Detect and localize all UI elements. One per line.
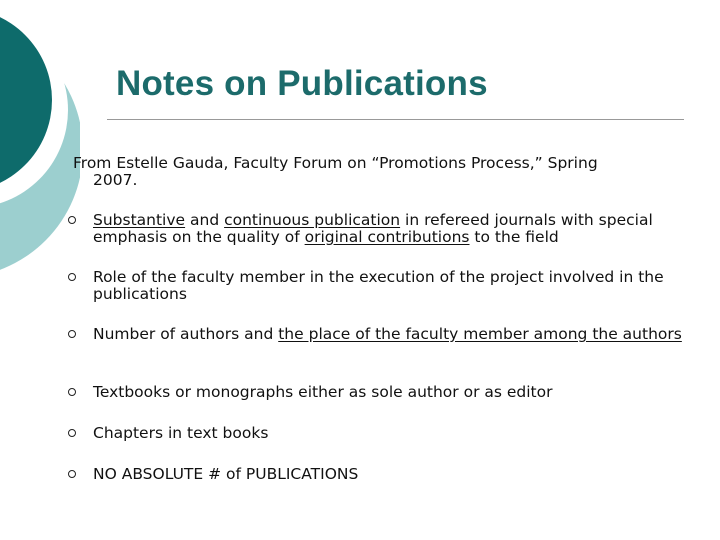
circle-bullet-icon [68,330,76,338]
source-note-line-2: 2007. [93,171,138,189]
underlined-text: continuous publication [224,211,401,229]
underlined-text: the place of the faculty member among the authors [278,325,682,343]
underlined-text: Substantive [93,211,186,229]
source-note [73,155,703,189]
text-segment: Number of authors and [93,325,279,343]
list-item-text: Textbooks or monographs either as sole author or as editor [93,383,553,401]
circle-bullet-icon [68,273,76,281]
list-item [93,384,703,401]
source-note-line-1: From Estelle Gauda, Faculty Forum on “Promotions Process,” Spring [73,154,598,172]
list-item-text [93,211,653,246]
list-item [93,425,703,442]
decorative-circles [0,0,80,300]
title-divider [107,119,684,120]
text-segment: and [185,211,225,229]
text-segment: to the field [469,228,559,246]
circle-bullet-icon [68,216,76,224]
list-item [93,212,703,246]
circle-bullet-icon [68,429,76,437]
text-segment: in refereed journals with special emphasis on the quality of [93,211,653,246]
list-item-text: Chapters in text books [93,424,269,442]
underlined-text: original contributions [304,228,470,246]
list-item [93,466,703,483]
page-title: Notes on Publications [116,64,488,103]
list-item [93,326,703,343]
list-item-text [93,325,682,343]
circle-bullet-icon [68,470,76,478]
list-item [93,269,703,303]
list-item-text: Role of the faculty member in the execution of the project involved in the publications [93,268,664,303]
circle-bullet-icon [68,388,76,396]
list-item-text: NO ABSOLUTE # of PUBLICATIONS [93,465,359,483]
